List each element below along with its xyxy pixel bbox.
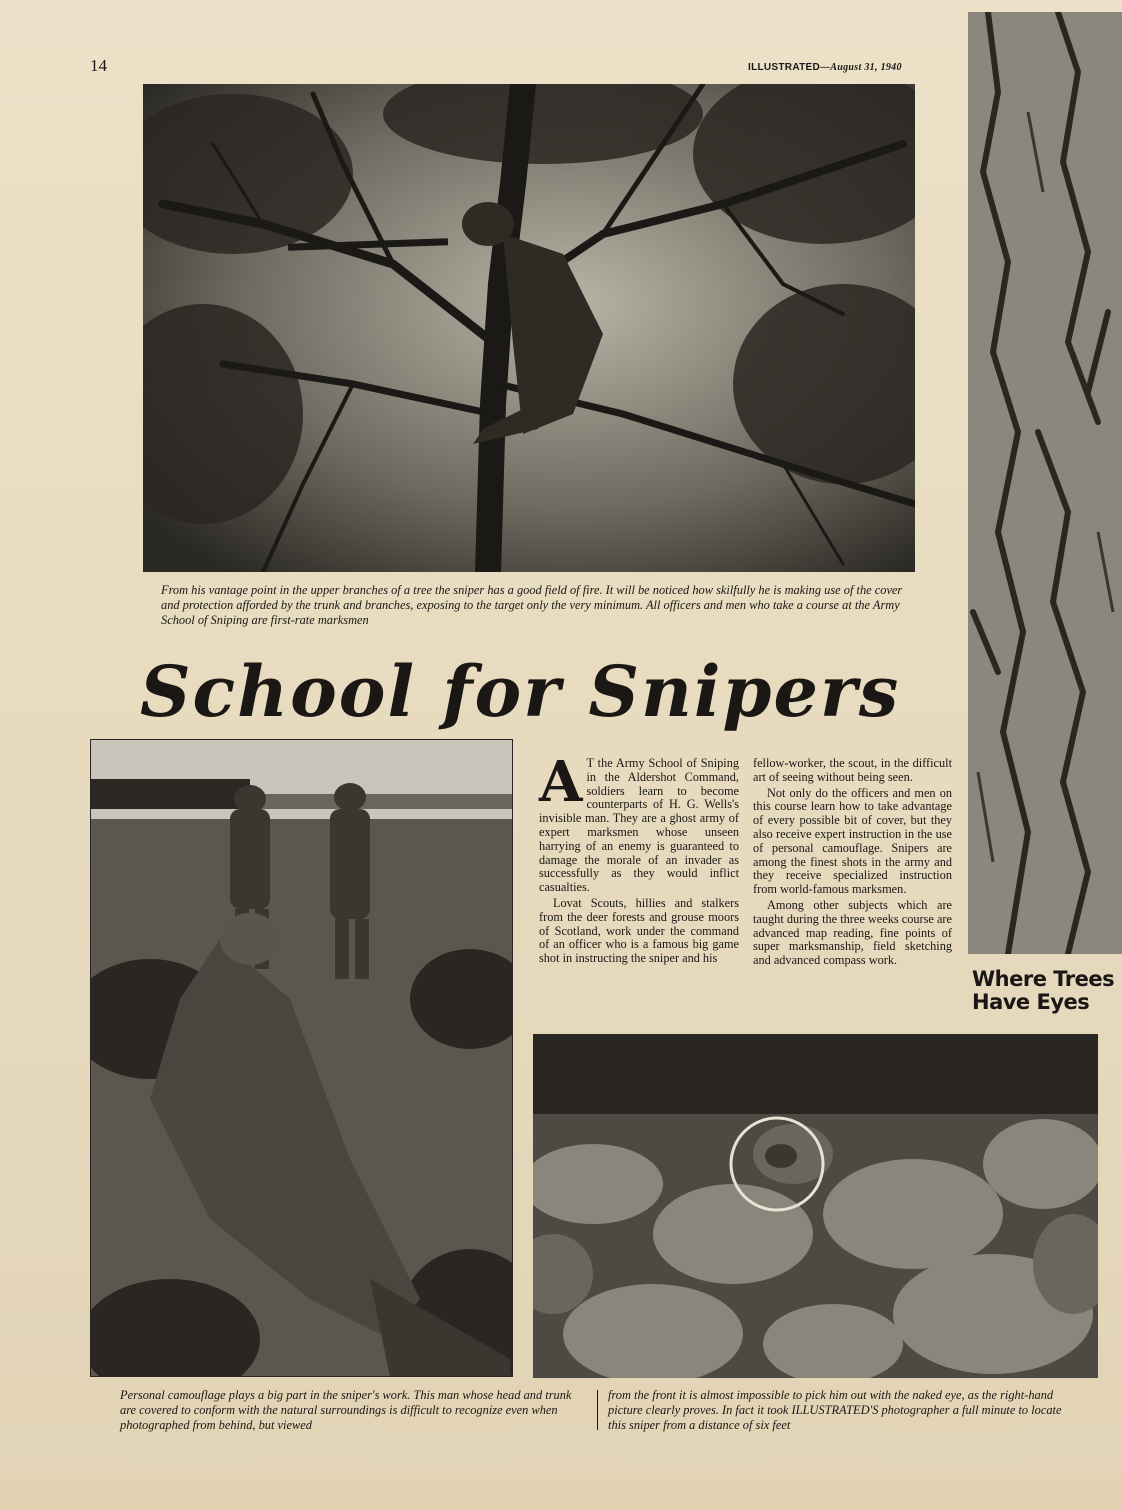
publication-name: ILLUSTRATED	[748, 62, 820, 73]
article-paragraph: fellow-worker, the scout, in the difficult art of seeing without being seen.	[753, 756, 952, 784]
article-column-1	[539, 749, 739, 968]
issue-date: —August 31, 1940	[820, 62, 902, 73]
hidden-sniper-foliage-photo	[533, 1034, 1098, 1378]
tree-bark-photo	[968, 12, 1122, 954]
page-number: 14	[90, 56, 107, 75]
article-paragraph: Lovat Scouts, hillies and stalkers from the deer forests and grouse moors of Scotland, work under the command of an officer who is a famous big game shot in instructing the sniper and his	[539, 895, 739, 966]
article-text: T the Army School of Sniping in the Aldershot Command, soldiers learn to become counterparts of H. G. Wells's invisible man. They are a ghost army of expert marksmen whose unseen harrying of an enemy is guaranteed to damage the morale of an invader as successfully as they would inflict casualties.	[539, 756, 739, 895]
side-heading-line: Have Eyes	[972, 990, 1090, 1014]
top-photo-caption: From his vantage point in the upper branches of a tree the sniper has a good field of fire. It will be noticed how skilfully he is making use of the cover and protection afforded by the trunk and branches, exposing to the target only the very minimum. All officers and men who take a course at the Army School of Sniping are first-rate marksmen	[161, 583, 903, 628]
running-header	[748, 62, 902, 73]
side-heading	[972, 968, 1114, 1014]
bottom-caption-right: from the front it is almost impossible to pick him out with the naked eye, as the right-hand picture clearly proves. In fact it took ILLUSTRATED'S photographer a full minute to locate this sniper from a distance of six feet	[608, 1388, 1062, 1433]
bottom-caption-left: Personal camouflage plays a big part in the sniper's work. This man whose head and trunk are covered to conform with the natural surroundings is difficult to recognize even when photographed from behind, but viewed	[120, 1388, 572, 1433]
side-heading-line: Where Trees	[972, 967, 1115, 991]
article-paragraph: Not only do the officers and men on this course learn how to take advantage of every possible bit of cover, but they also receive expert instruction in the use of personal camouflage. Snipers are among the finest shots in the army and they receive specialized instruction from world-famous marksmen.	[753, 785, 952, 897]
caption-divider	[597, 1390, 598, 1430]
headline: School for Snipers	[140, 650, 901, 733]
article-column-2	[753, 757, 952, 970]
drop-cap: A	[539, 749, 583, 815]
sniper-in-tree-photo	[143, 84, 915, 572]
left-photo-frame	[90, 739, 513, 1377]
article-paragraph: Among other subjects which are taught during the three weeks course are advanced map reading, fine points of super marksmanship, field sketching and advanced compass work.	[753, 897, 952, 968]
article-paragraph	[539, 749, 739, 895]
